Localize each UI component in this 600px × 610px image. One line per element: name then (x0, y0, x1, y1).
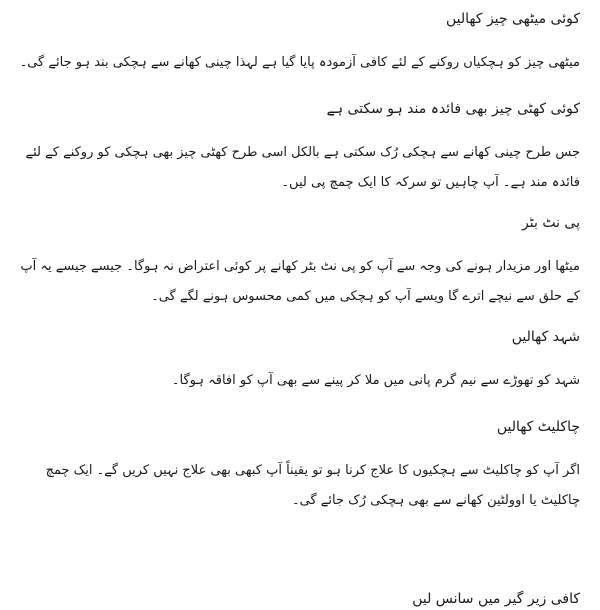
section-heading: چاکلیٹ کھالیں (496, 419, 580, 435)
section-paragraph: میٹھا اور مزیدار ہونے کی وجہ سے آپ کو پی نٹ بٹر کھانے پر کوئی اعتراض نہ ہوگا۔ جیسے جیسے یہ آپ کے حلق سے نیچے اترے گا ویسے آپ کو ہچکی میں کمی محسوس ہونے لگے گی۔ (20, 259, 580, 304)
section-paragraph: شہد کو تھوڑے سے نیم گرم پانی میں ملا کر پینے سے بھی آپ کو افاقہ ہوگا۔ (171, 373, 580, 388)
cutoff-heading: کافی زیر گیر میں سانس لیں (412, 591, 580, 607)
section-sweet (18, 8, 580, 78)
section-paragraph: اگر آپ کو چاکلیٹ سے ہچکیوں کا علاج کرنا ہو تو یقیناً آپ کبھی بھی علاج نہیں کریں گے۔ ایک چمچ چاکلیٹ یا اوولٹین کھانے سے بھی ہچکی رُک جائے گی۔ (45, 463, 580, 508)
section-chocolate (18, 416, 580, 516)
section-honey (18, 326, 580, 396)
section-paragraph: جس طرح چینی کھانے سے ہچکی رُک سکتی ہے بالکل اسی طرح کھٹی چیز بھی ہچکی کو روکنے کے لئے فائدہ مند ہے۔ آپ چاہیں تو سرکہ کا ایک چمچ پی لیں۔ (25, 145, 580, 190)
section-sour (18, 98, 580, 198)
section-heading: شہد کھالیں (511, 329, 580, 345)
article (18, 8, 580, 536)
section-peanut-butter (18, 212, 580, 312)
section-heading: کوئی کھٹی چیز بھی فائدہ مند ہو سکتی ہے (326, 101, 580, 117)
section-paragraph: میٹھی چیز کو ہچکیاں روکنے کے لئے کافی آزمودہ پایا گیا ہے لہذا چینی کھانے سے ہچکی بند ہو جائے گی۔ (19, 55, 580, 70)
section-heading: کوئی میٹھی چیز کھالیں (445, 11, 580, 27)
section-heading: پی نٹ بٹر (522, 215, 580, 231)
